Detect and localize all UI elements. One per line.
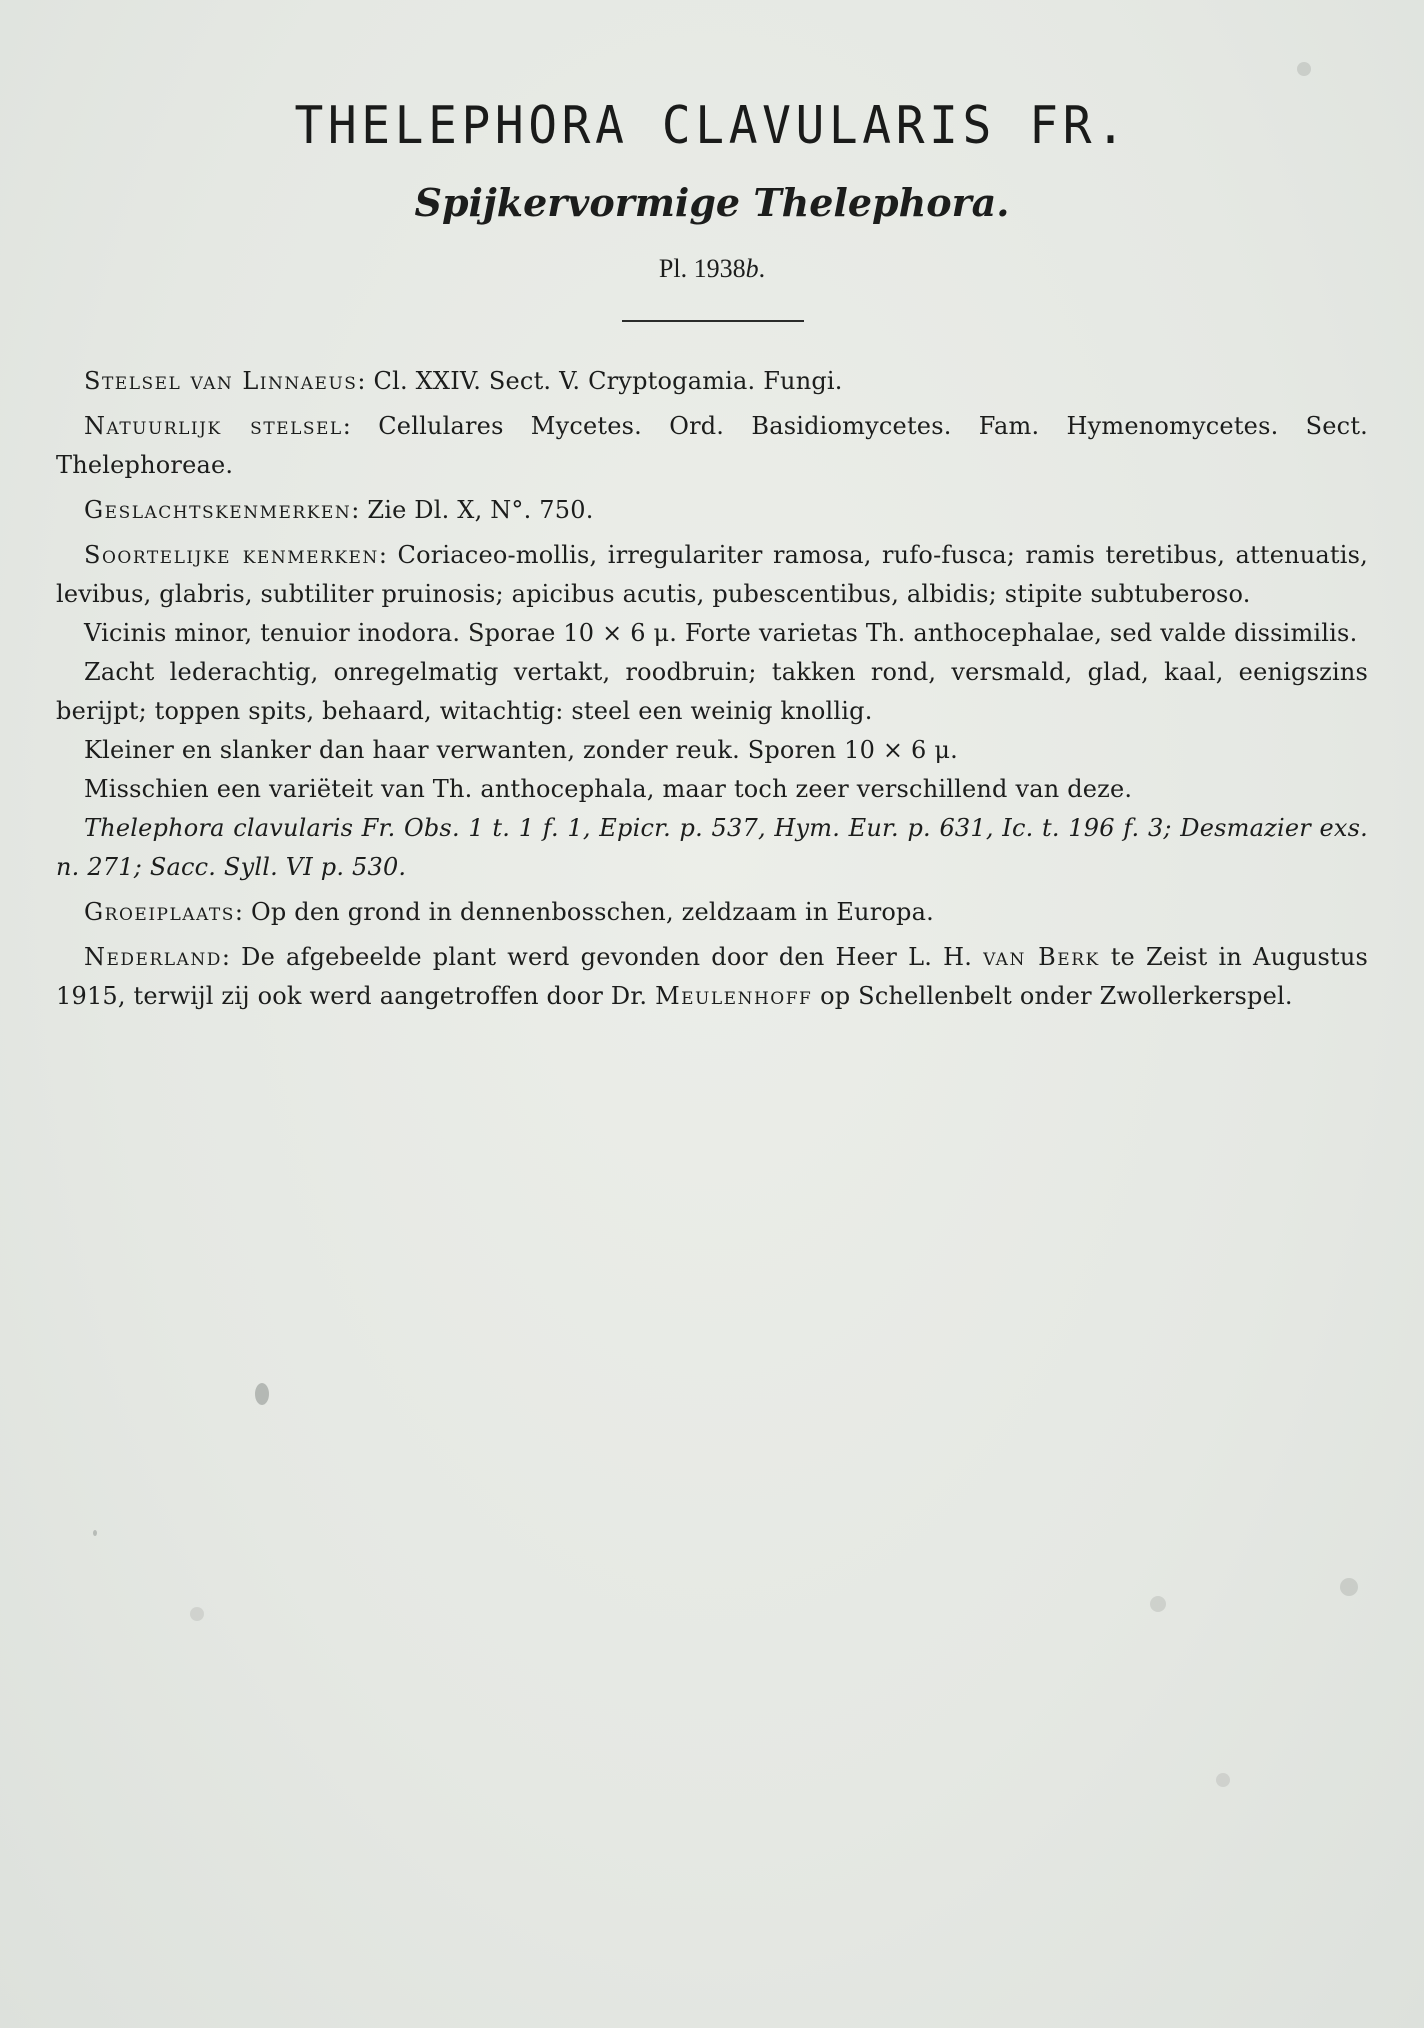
paper-spot bbox=[93, 1530, 97, 1536]
paper-spot bbox=[255, 1383, 269, 1405]
habitat-text: Op den grond in dennenbosschen, zeldzaam in Europa. bbox=[251, 898, 934, 926]
paper-spot bbox=[1340, 1578, 1358, 1596]
netherlands-label: Nederland bbox=[84, 943, 222, 971]
paper-spot bbox=[1297, 62, 1311, 76]
page-title: THELEPHORA CLAVULARIS FR. bbox=[294, 96, 1130, 156]
genus-label: Geslachtskenmerken bbox=[84, 496, 352, 524]
genus-sep: : bbox=[351, 496, 368, 524]
dutch-description-1: Zacht lederachtig, onregelmatig vertakt, roodbruin; takken rond, versmald, glad, kaal, eenigszins berijpt; toppen spits, behaard, witachtig: steel een weinig knollig. bbox=[56, 658, 1368, 725]
linnaeus-sep: : bbox=[357, 367, 374, 395]
linnaeus-paragraph bbox=[56, 362, 1368, 401]
latin-description-2: Vicinis minor, tenuior inodora. Sporae 10 × 6 μ. Forte varietas Th. anthocephalae, sed valde dissimilis. bbox=[84, 619, 1358, 647]
dutch-description-3: Misschien een variëteit van Th. anthocephala, maar toch zeer verschillend van deze. bbox=[84, 775, 1133, 803]
plate-end: . bbox=[758, 254, 766, 283]
plate-prefix: Pl. 1938 bbox=[658, 254, 746, 283]
paper-spot bbox=[1150, 1596, 1166, 1612]
genus-text: Zie Dl. X, N°. 750. bbox=[367, 496, 594, 524]
plate-number bbox=[0, 256, 1424, 282]
natural-system-paragraph bbox=[56, 407, 1368, 485]
collector-name-1: van Berk bbox=[983, 943, 1100, 971]
page-subtitle: Spijkervormige Thelephora. bbox=[414, 180, 1010, 225]
collector-name-2: Meulenhoff bbox=[655, 982, 813, 1010]
netherlands-sep: : bbox=[221, 943, 242, 971]
paper-spot bbox=[1216, 1773, 1230, 1787]
species-sep: : bbox=[378, 541, 398, 569]
dutch-description-2: Kleiner en slanker dan haar verwanten, zonder reuk. Sporen 10 × 6 μ. bbox=[84, 736, 958, 764]
genus-paragraph bbox=[56, 491, 1368, 530]
references-paragraph: Thelephora clavularis Fr. Obs. 1 t. 1 f. 1, Epicr. p. 537, Hym. Eur. p. 631, Ic. t. 196 f. 3; Desmazier exs. n. 271; Sacc. Syll. VI p. 530. bbox=[56, 814, 1368, 881]
paper-spot bbox=[190, 1607, 204, 1621]
description-body bbox=[56, 362, 1368, 1016]
linnaeus-text: Cl. XXIV. Sect. V. Cryptogamia. Fungi. bbox=[373, 367, 843, 395]
netherlands-text-3: op Schellenbelt onder Zwollerkerspel. bbox=[812, 982, 1293, 1010]
species-text: Coriaceo-mollis, irregulariter ramosa, rufo-fusca; ramis teretibus, attenuatis, levibus, glabris, subtiliter pruinosis; apicibus acutis, pubescentibus, albidis; stipite subtuberoso. bbox=[56, 541, 1368, 608]
natural-system-label: Natuurlijk stelsel bbox=[84, 412, 343, 440]
species-label: Soortelijke kenmerken bbox=[84, 541, 379, 569]
habitat-label: Groeiplaats bbox=[84, 898, 235, 926]
natural-system-sep: : bbox=[342, 412, 379, 440]
habitat-paragraph bbox=[56, 893, 1368, 932]
natural-system-text: Cellulares Mycetes. Ord. Basidiomycetes. Fam. Hymenomycetes. Sect. Thelephoreae. bbox=[56, 412, 1368, 479]
title-divider bbox=[622, 320, 804, 322]
habitat-sep: : bbox=[234, 898, 251, 926]
netherlands-paragraph bbox=[56, 938, 1368, 1016]
netherlands-text-2: te Zeist in Augustus 1915, terwijl zij ook werd aangetroffen door Dr. bbox=[56, 943, 1368, 1010]
linnaeus-label: Stelsel van Linnaeus bbox=[84, 367, 358, 395]
netherlands-text-1: De afgebeelde plant werd gevonden door den Heer L. H. bbox=[241, 943, 984, 971]
species-paragraph bbox=[56, 536, 1368, 614]
plate-suffix: b bbox=[745, 254, 759, 283]
